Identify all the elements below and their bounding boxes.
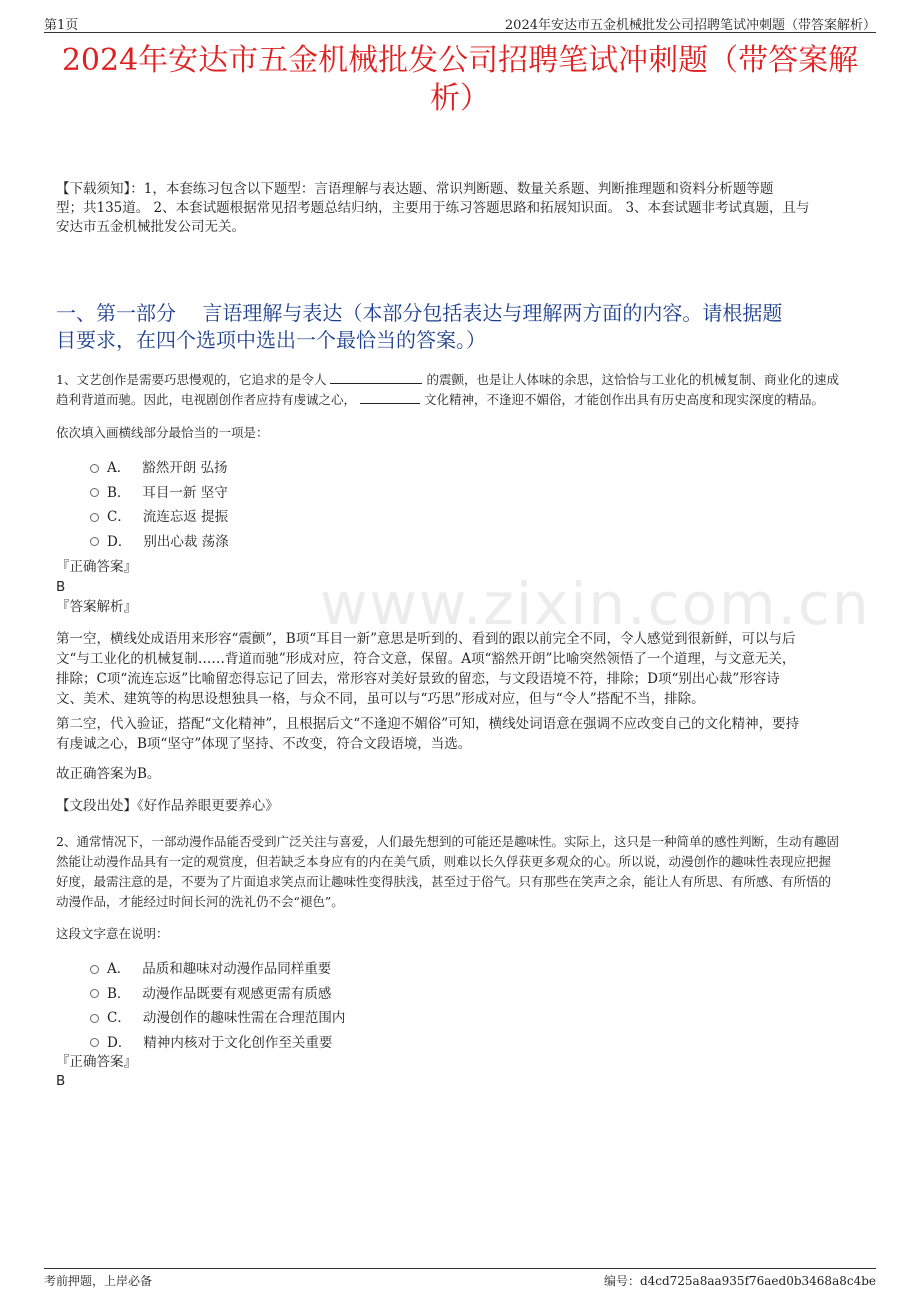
question-2-prompt: 这段文字意在说明： [56,926,169,941]
radio-icon[interactable] [90,989,99,998]
q2-option-b[interactable] [90,980,345,1005]
radio-icon[interactable] [90,965,99,974]
question-1-options [90,454,229,552]
header-doc-title: 2024年安达市五金机械批发公司招聘笔试冲刺题（带答案解析） [504,18,876,33]
q2-option-d[interactable] [90,1029,345,1054]
q2-line: 动漫作品，才能经过时间长河的洗礼仍不会“褪色”。 [56,894,344,909]
analysis-line: 文“与工业化的机械复制……背道而驰”形成对应，符合文意，保留。A项“豁然开朗”比喻突然领悟了一个道理，与文意无关， [56,651,796,667]
option-text: 精神内核对于文化创作至关重要 [143,1034,333,1051]
option-text: 品质和趣味对动漫作品同样重要 [142,961,332,978]
section-heading [56,300,874,354]
q2-line: 好度，最需注意的是，不要为了片面追求笑点而让趣味性变得肤浅，甚至过于俗气。只有那些在笑声之余，能让人有所思、有所感、有所悟的 [56,874,832,889]
q1-option-c[interactable] [90,503,229,528]
analysis-line: 第二空，代入验证，搭配“文化精神”，且根据后文“不逢迎不媚俗”可知，横线处词语意在强调不应改变自己的文化精神，要持 [56,716,800,732]
q1-answer: B [56,579,66,595]
footer-doc-id: 编号：d4cd725a8aa935f76aed0b3468a8c4be [603,1274,876,1288]
option-text: 动漫创作的趣味性需在合理范围内 [142,1010,346,1027]
footer-slogan: 考前押题，上岸必备 [44,1274,153,1288]
question-2-options [90,955,345,1053]
option-letter: D． [107,1034,132,1051]
radio-icon[interactable] [90,464,99,473]
q1-blank-1 [330,371,422,384]
q1-analysis-paragraph-2 [56,714,874,754]
q2-line: 2、通常情况下，一部动漫作品能否受到广泛关注与喜爱，人们最先想到的可能还是趣味性。实际上，这只是一种简单的感性判断，生动有趣固 [56,834,839,849]
notice-line-1: 【下载须知】：1，本套练习包含以下题型：言语理解与表达题、常识判断题、数量关系题、判断推理题和资料分析题等题 [56,181,774,197]
q2-option-a[interactable] [90,955,345,980]
q1-text-d: 文化精神，不逢迎不媚俗，才能创作出具有历史高度和现实深度的精品。 [423,392,824,407]
radio-icon[interactable] [90,1038,99,1047]
q1-source: 【文段出处】《好作品养眼更要养心》 [56,798,279,814]
option-letter: C． [107,1010,131,1027]
q2-line: 然能让动漫作品具有一定的观赏度，但若缺乏本身应有的内在美气质，则难以长久俘获更多观众的心。所以说，动漫创作的趣味性表现应把握 [56,854,832,869]
q2-option-c[interactable] [90,1004,345,1029]
option-letter: A． [107,460,131,477]
section-heading-line-2: 目要求，在四个选项中选出一个最恰当的答案。） [56,328,486,352]
footer-divider [44,1268,876,1269]
page-header [44,12,876,33]
notice-line-3: 安达市五金机械批发公司无关。 [56,219,245,235]
q1-option-a[interactable] [90,454,229,479]
option-letter: B． [107,484,131,501]
analysis-line: 排除；C项“流连忘返”比喻留恋得忘记了回去，常形容对美好景致的留恋，与文段语境不符，排除；D项“别出心裁”形容诗 [56,671,780,687]
q1-text-a: 1、文艺创作是需要巧思慢观的，它追求的是令人 [56,372,327,387]
q1-option-b[interactable] [90,479,229,504]
radio-icon[interactable] [90,513,99,522]
option-text: 别出心裁 荡涤 [143,533,229,550]
title-line-2: 析） [430,81,490,116]
section-heading-line-1: 一、第一部分 言语理解与表达（本部分包括表达与理解两方面的内容。请根据题 [56,301,783,325]
option-letter: C． [107,509,131,526]
watermark: www.zixin.com.cn [320,570,871,638]
download-notice [56,180,874,237]
q1-answer-label: 『正确答案』 [56,559,137,575]
page-title [44,42,876,118]
question-2-stem [56,832,874,912]
analysis-line: 第一空，横线处成语用来形容“震颤”，B项“耳目一新”意思是听到的、看到的跟以前完全不同，令人感觉到很新鲜，可以与后 [56,631,796,647]
q1-analysis-paragraph-1 [56,629,874,709]
q1-text-b: 的震颤，也是让人体味的余思，这恰恰与工业化的机械复制、商业化的速成 [426,372,839,387]
q1-text-c: 趋利背道而驰。因此，电视剧创作者应持有虔诚之心， [56,392,357,407]
analysis-line: 文、美术、建筑等的构思设想独具一格，与众不同，虽可以与“巧思”形成对应，但与“令人”搭配不当，排除。 [56,691,705,707]
option-text: 流连忘返 提振 [142,509,229,526]
question-1-prompt: 依次填入画横线部分最恰当的一项是： [56,425,269,440]
radio-icon[interactable] [90,1014,99,1023]
option-letter: B． [107,985,131,1002]
option-text: 耳目一新 坚守 [142,484,228,501]
q1-conclusion: 故正确答案为B。 [56,766,161,782]
q1-analysis-label: 『答案解析』 [56,599,137,615]
notice-line-2: 型；共135道。 2、本套试题根据常见招考题总结归纳，主要用于练习答题思路和拓展知识面。 3、本套试题非考试真题，且与 [56,200,810,216]
q2-answer: B [56,1073,66,1089]
q1-blank-2 [360,391,420,404]
analysis-line: 有虔诚之心，B项“坚守”体现了坚持、不改变，符合文段语境，当选。 [56,736,472,752]
title-line-1: 2024年安达市五金机械批发公司招聘笔试冲刺题（带答案解 [61,43,859,78]
page-number: 第1页 [44,18,79,33]
question-1-stem [56,370,874,410]
radio-icon[interactable] [90,537,99,546]
option-text: 豁然开朗 弘扬 [142,460,228,477]
q2-answer-label: 『正确答案』 [56,1054,137,1070]
option-letter: A． [107,961,131,978]
option-letter: D． [107,533,132,550]
q1-option-d[interactable] [90,528,229,553]
radio-icon[interactable] [90,488,99,497]
option-text: 动漫作品既要有观感更需有质感 [142,985,332,1002]
